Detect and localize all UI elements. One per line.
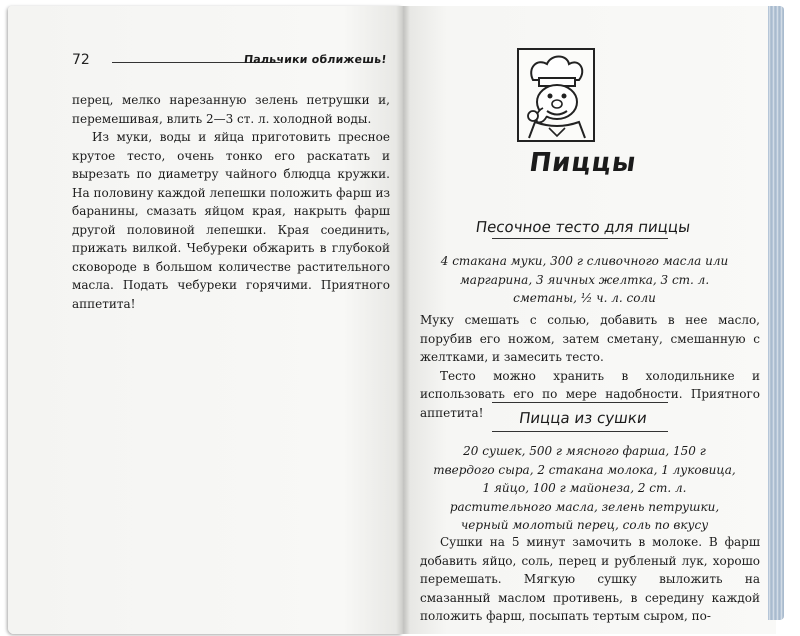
right-page xyxy=(402,6,776,634)
title-underline xyxy=(492,238,668,239)
left-page xyxy=(8,6,402,634)
page-header xyxy=(72,52,387,72)
page-edges xyxy=(768,6,784,620)
ingredients-list: 4 стакана муки, 300 г сливочного масла или маргарина, 3 яичных желтка, 3 ст. л. сметаны, ½ ч. л. соли xyxy=(440,254,729,305)
recipe-title: Пицца из сушки xyxy=(517,409,649,427)
paragraph: Из муки, воды и яйца приготовить пресное крутое тесто, очень тонко его раскатать и вырезать по диаметру чайного блюдца кружки. На половину каждой лепешки положить фарш из баранины, смазать яйцом края, накрыть фарш другой половиной лепешки. Края соединить, прижать вилкой. Чебуреки обжарить в глубокой сковороде в большом количестве растительного масла. Подать чебуреки горячими. Приятного аппетита! xyxy=(72,130,390,311)
paragraph: Сушки на 5 минут замочить в молоке. В фарш добавить яйцо, соль, перец и рубленый лук, хорошо перемешать. Мягкую сушку выложить на смазанный маслом противень, в середину каждой положить фарш, посыпать тертым сыром, по- xyxy=(420,535,760,623)
left-body-text xyxy=(72,91,390,313)
chapter-title: Пиццы xyxy=(527,148,639,178)
page-number: 72 xyxy=(72,52,90,68)
paragraph: перец, мелко нарезанную зелень петрушки и, перемешивая, влить 2—3 ст. л. холодной воды. xyxy=(72,93,390,126)
open-book xyxy=(8,6,792,634)
ingredients-list: 20 сушек, 500 г мясного фарша, 150 г твердого сыра, 2 стакана молока, 1 луковица, 1 яйцо, 100 г майонеза, 2 ст. л. растительного масла, зелень петрушки, черный молотый перец, соль по вкусу xyxy=(433,444,736,532)
recipe-title: Песочное тесто для пиццы xyxy=(474,218,692,236)
chef-icon xyxy=(517,48,595,142)
running-title: Пальчики оближешь! xyxy=(243,53,388,66)
book-gutter xyxy=(396,6,410,634)
recipe-method xyxy=(420,311,760,422)
paragraph: Тесто можно хранить в холодильнике и использовать его по мере надобности. Приятного аппетита! xyxy=(420,368,760,420)
recipe-method xyxy=(420,533,760,626)
paragraph: Муку смешать с солью, добавить в нее масло, порубив его ножом, затем сметану, смешанную с желтками, и замесить тесто. xyxy=(420,313,760,364)
title-overline xyxy=(492,402,668,403)
title-underline xyxy=(492,431,668,432)
